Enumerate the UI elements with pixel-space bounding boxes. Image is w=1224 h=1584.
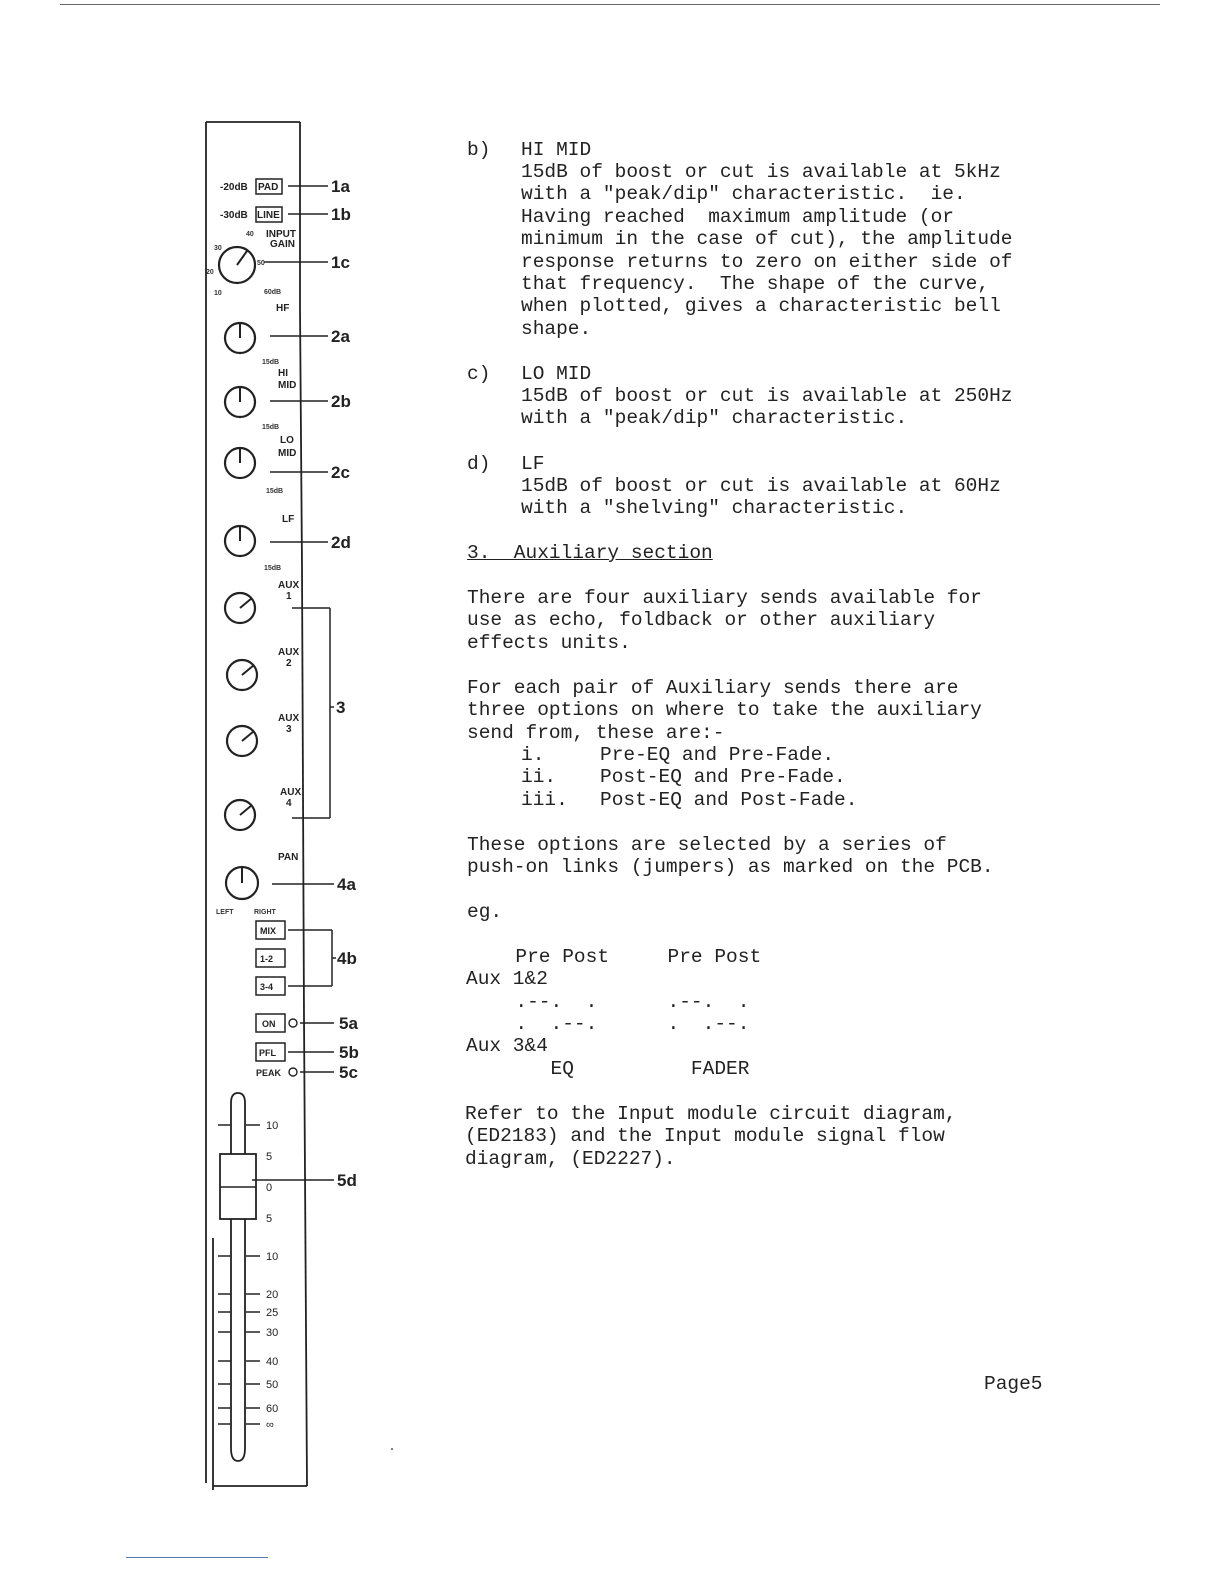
fader-scale-label: 30 bbox=[266, 1327, 279, 1339]
fader-scale-label: 5 bbox=[266, 1151, 273, 1163]
fader-track bbox=[231, 1093, 245, 1461]
mix-button-label: MIX bbox=[260, 926, 277, 936]
pad-prefix: -20dB bbox=[220, 182, 248, 193]
jumper-row-2: . .--. . .--. bbox=[492, 1013, 750, 1035]
eq-tick-hi-mid: 15dB bbox=[262, 424, 280, 431]
callout-5d: 5d bbox=[337, 1171, 357, 1190]
jumper-header: Pre Post Pre Post bbox=[492, 946, 762, 968]
channel-strip-svg bbox=[200, 118, 380, 1498]
input-gain-knob[interactable] bbox=[219, 247, 255, 283]
channel-strip-diagram bbox=[200, 118, 380, 1498]
aux-3-4-label: Aux 3&4 bbox=[466, 1035, 548, 1057]
callout-1a: 1a bbox=[331, 177, 350, 196]
page-number: Page5 bbox=[984, 1373, 1043, 1395]
aux-label-4-num: 4 bbox=[286, 798, 292, 809]
eq-label-hi-2: MID bbox=[278, 380, 297, 391]
callout-1b: 1b bbox=[331, 205, 351, 224]
option-3-text: Post-EQ and Post-Fade. bbox=[600, 789, 858, 811]
aux-knob-2[interactable] bbox=[227, 660, 257, 690]
on-button-label: ON bbox=[262, 1019, 276, 1029]
section-b-marker: b) bbox=[467, 139, 491, 161]
section-b-title: HI MID bbox=[521, 139, 592, 161]
eq-label-hi-1: HI bbox=[278, 368, 288, 379]
fader-scale-label: 25 bbox=[266, 1307, 279, 1319]
line-prefix: -30dB bbox=[220, 210, 248, 221]
pan-right-label: RIGHT bbox=[254, 909, 276, 916]
eq-knob-hi-mid[interactable] bbox=[225, 387, 255, 417]
eq-knob-lf[interactable] bbox=[225, 526, 255, 556]
aux-para-2: For each pair of Auxiliary sends there are three options on where to take the auxiliary send from, these are:- bbox=[467, 677, 982, 744]
gain-tick-40: 40 bbox=[246, 231, 254, 238]
gain-tick-30: 30 bbox=[214, 245, 222, 252]
aux-para-3: These options are selected by a series of push-on links (jumpers) as marked on the PCB. bbox=[467, 834, 994, 879]
fader-scale bbox=[266, 1120, 278, 1431]
routing-bracket bbox=[288, 930, 336, 986]
callout-4b: 4b bbox=[337, 949, 357, 968]
fader-scale-label: 50 bbox=[266, 1379, 279, 1391]
eg-label: eg. bbox=[467, 901, 503, 923]
eq-knob-hf[interactable] bbox=[225, 323, 255, 353]
option-3-num: iii. bbox=[521, 789, 568, 811]
bottom-rule bbox=[126, 1557, 268, 1558]
gain-label-1: INPUT bbox=[266, 229, 296, 240]
callout-5c: 5c bbox=[339, 1063, 358, 1082]
fader-cap[interactable] bbox=[220, 1154, 256, 1219]
callout-2b: 2b bbox=[331, 392, 351, 411]
callout-4a: 4a bbox=[337, 875, 356, 894]
eq-label-lo-1: LO bbox=[280, 435, 294, 446]
option-1-num: i. bbox=[521, 744, 545, 766]
aux-label-2: AUX bbox=[278, 647, 300, 658]
gain-tick-60db: 60dB bbox=[264, 289, 282, 296]
strip-panel-outline bbox=[206, 122, 307, 1490]
gain-tick-50: 50 bbox=[257, 260, 265, 267]
section-c-title: LO MID bbox=[521, 363, 592, 385]
eq-label-lf: LF bbox=[282, 514, 295, 525]
eq-tick-lf: 15dB bbox=[264, 565, 282, 572]
callout-2d: 2d bbox=[331, 533, 351, 552]
aux-knob-1[interactable] bbox=[225, 593, 255, 623]
option-2-num: ii. bbox=[521, 766, 557, 788]
refer-paragraph: Refer to the Input module circuit diagram, (ED2183) and the Input module signal flow diagram, (ED2227). bbox=[465, 1103, 957, 1170]
section-d-body: 15dB of boost or cut is available at 60Hz with a "shelving" characteristic. bbox=[521, 475, 1001, 520]
eq-tick-lo-mid: 15dB bbox=[266, 488, 284, 495]
peak-led bbox=[289, 1068, 297, 1076]
eq-knob-lo-mid[interactable] bbox=[225, 448, 255, 478]
section-d-title: LF bbox=[521, 453, 545, 475]
pan-label: PAN bbox=[278, 852, 299, 863]
callout-5a: 5a bbox=[339, 1014, 358, 1033]
eq-label-hf: HF bbox=[276, 303, 290, 314]
fader-scale-label: ∞ bbox=[266, 1419, 274, 1431]
aux-label-3: AUX bbox=[278, 713, 300, 724]
fader-scale-label: 10 bbox=[266, 1251, 279, 1263]
route-1-2-label: 1-2 bbox=[260, 954, 274, 964]
aux-para-1: There are four auxiliary sends available for use as echo, foldback or other auxiliary effects units. bbox=[467, 587, 982, 654]
fader-scale-label: 20 bbox=[266, 1289, 279, 1301]
pan-left-label: LEFT bbox=[216, 909, 234, 916]
route-3-4-label: 3-4 bbox=[260, 982, 274, 992]
fader-scale-label: 10 bbox=[266, 1120, 279, 1132]
jumper-row-1: .--. . .--. . bbox=[492, 991, 750, 1013]
fader-scale-label: 0 bbox=[266, 1182, 273, 1194]
gain-tick-20: 20 bbox=[206, 269, 214, 276]
aux-section-heading: 3. Auxiliary section bbox=[467, 542, 713, 564]
callout-3: 3 bbox=[336, 698, 346, 717]
option-1-text: Pre-EQ and Pre-Fade. bbox=[600, 744, 835, 766]
pan-knob[interactable] bbox=[226, 867, 258, 899]
aux-1-2-label: Aux 1&2 bbox=[466, 968, 548, 990]
jumper-footer: EQ FADER bbox=[492, 1058, 750, 1080]
stray-dot bbox=[391, 1448, 393, 1450]
aux-label-3-num: 3 bbox=[286, 724, 292, 735]
section-b-body: 15dB of boost or cut is available at 5kHz with a "peak/dip" characteristic. ie. Having reached maximum amplitude (or minimum in the case of cut), the amplitude response returns to zero on either side of that frequency. The shape of the curve, when plotted, gives a characteristic bell shape. bbox=[521, 161, 1013, 340]
section-c-marker: c) bbox=[467, 363, 491, 385]
top-rule bbox=[60, 4, 1160, 5]
fader-scale-label: 60 bbox=[266, 1403, 279, 1415]
option-2-text: Post-EQ and Pre-Fade. bbox=[600, 766, 846, 788]
callout-5b: 5b bbox=[339, 1043, 359, 1062]
aux-knob-3[interactable] bbox=[227, 726, 257, 756]
callout-1c: 1c bbox=[331, 253, 350, 272]
line-switch-label: LINE bbox=[257, 210, 280, 221]
gain-label-2: GAIN bbox=[270, 239, 295, 250]
callout-2c: 2c bbox=[331, 463, 350, 482]
on-led bbox=[289, 1019, 297, 1027]
fader-scale-label: 5 bbox=[266, 1213, 273, 1225]
pfl-button-label: PFL bbox=[259, 1048, 276, 1058]
section-d-marker: d) bbox=[467, 453, 491, 475]
aux-knob-4[interactable] bbox=[225, 800, 255, 830]
aux-label-1: AUX bbox=[278, 580, 300, 591]
aux-label-1-num: 1 bbox=[286, 591, 292, 602]
eq-tick-hf: 15dB bbox=[262, 359, 280, 366]
section-c-body: 15dB of boost or cut is available at 250Hz with a "peak/dip" characteristic. bbox=[521, 385, 1013, 430]
pad-switch-label: PAD bbox=[258, 182, 279, 193]
peak-label: PEAK bbox=[256, 1068, 282, 1078]
fader-scale-label: 40 bbox=[266, 1356, 279, 1368]
eq-label-lo-2: MID bbox=[278, 448, 297, 459]
callout-2a: 2a bbox=[331, 327, 350, 346]
gain-tick-10: 10 bbox=[214, 290, 222, 297]
aux-label-4: AUX bbox=[280, 787, 302, 798]
aux-label-2-num: 2 bbox=[286, 658, 292, 669]
